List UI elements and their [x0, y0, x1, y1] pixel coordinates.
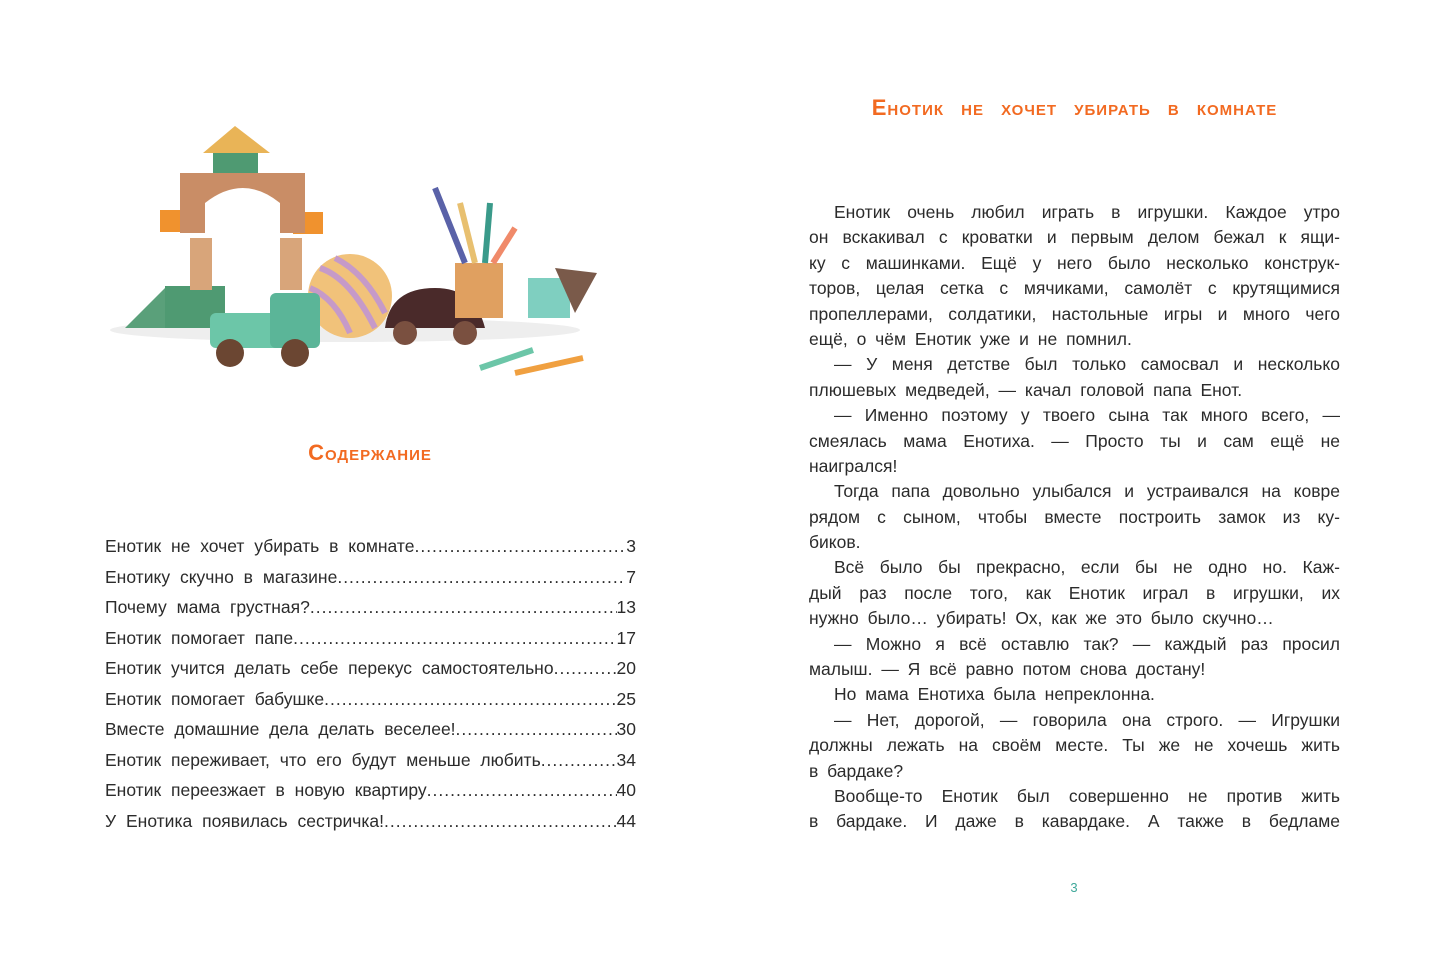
text-line: наигрался! — [809, 455, 898, 476]
toc-entry-title: Енотик помогает бабушке — [105, 688, 325, 709]
toc-entry[interactable] — [105, 719, 636, 750]
paragraph — [809, 682, 1340, 707]
text-line: биков. — [809, 532, 861, 553]
text-line: нужно было… убирать! Ох, как же это было скучно… — [809, 608, 1274, 629]
toc-entry-title: Почему мама грустная? — [105, 597, 310, 617]
paragraph — [809, 403, 1340, 479]
pillar-left — [190, 238, 212, 290]
text-line: смеялась мама Енотиха. — Просто ты и сам ещё не — [809, 430, 1340, 451]
pencil-cup — [455, 263, 503, 318]
text-line: он вскакивал с кроватки и первым делом бежал к ящи- — [809, 227, 1340, 248]
toc-dot-leader — [293, 628, 616, 649]
toc-dot-leader — [554, 658, 617, 679]
toc-entry-title: Енотик переживает, что его будут меньше любить — [105, 749, 541, 770]
toc-entry-page: 40 — [616, 780, 636, 800]
toc-dot-leader — [310, 597, 617, 618]
toc-entry-page: 34 — [616, 749, 636, 770]
toc-dot-leader — [337, 567, 626, 588]
arch-block — [180, 173, 305, 233]
toys-illustration — [105, 118, 605, 383]
text-line: Вообще-то Енотик был совершенно не против жить — [834, 785, 1340, 806]
page-number: 3 — [1070, 880, 1078, 895]
paragraph — [809, 352, 1340, 403]
text-line: торов, целая сетка с мячиками, самолёт с крутящимися — [809, 278, 1340, 299]
toc-entry-title: Енотик помогает папе — [105, 627, 294, 648]
toc-dot-leader — [456, 719, 617, 740]
toc-entry[interactable] — [105, 628, 636, 659]
toc-entry[interactable] — [105, 750, 636, 781]
text-line: ещё, о чём Енотик уже и не помнил. — [809, 328, 1132, 349]
toc-dot-leader — [427, 780, 617, 801]
paragraph — [809, 200, 1340, 352]
toc-entry-title: У Енотика появилась сестричка! — [105, 810, 385, 831]
text-line: Но мама Енотиха была непреклонна. — [834, 684, 1155, 705]
toc-entry-page: 7 — [626, 566, 636, 587]
toc-dot-leader — [414, 536, 626, 557]
toc-entry[interactable] — [105, 780, 636, 811]
text-line: рядом с сыном, чтобы вместе построить замок из ку- — [809, 506, 1340, 527]
text-line: в бардаке. И даже в кавардаке. А также в бедламе — [809, 811, 1340, 832]
toc-entry-title: Енотику скучно в магазине — [105, 566, 338, 587]
toc-entry[interactable] — [105, 658, 636, 689]
toc-entry-page: 44 — [616, 810, 636, 831]
top-green-block — [213, 153, 258, 173]
text-line: — Нет, дорогой, — говорила она строго. — Игрушки — [834, 709, 1340, 730]
text-line: дый раз после того, как Енотик играл в игрушки, их — [809, 582, 1340, 603]
text-line: Енотик очень любил играть в игрушки. Каждое утро — [834, 202, 1340, 222]
toc-dot-leader — [541, 750, 617, 771]
text-line: Тогда папа довольно улыбался и устраивался на ковре — [834, 481, 1340, 502]
paragraph — [809, 708, 1340, 784]
chapter-title: Енотик не хочет убирать в комнате — [871, 95, 1278, 120]
text-line: — Именно поэтому у твоего сына так много всего, — — [834, 405, 1340, 426]
toc-entry-page: 3 — [626, 536, 636, 556]
pencil — [435, 188, 465, 263]
toc-entry[interactable] — [105, 597, 636, 628]
text-line: малыш. — Я всё равно потом снова достану! — [809, 659, 1206, 680]
toc-entry-title: Енотик не хочет убирать в комнате — [105, 536, 415, 556]
text-line: — Можно я всё оставлю так? — каждый раз просил — [834, 633, 1340, 654]
text-line: ку с машинками. Ещё у него было несколько конструк- — [809, 252, 1340, 273]
toc-entry-page: 25 — [616, 688, 636, 709]
text-line: — У меня детстве был только самосвал и несколько — [834, 354, 1340, 375]
toc-entry[interactable] — [105, 689, 636, 720]
roof-block — [203, 126, 270, 153]
toc-dot-leader — [324, 689, 616, 710]
toc-entry[interactable] — [105, 811, 636, 842]
toc-heading: Содержание — [308, 440, 432, 465]
toc-entry-page: 13 — [616, 597, 636, 617]
toc-entry-title: Енотик учится делать себе перекус самостоятельно — [105, 658, 554, 678]
toc-dot-leader — [384, 811, 617, 832]
text-line: плюшевых медведей, — качал головой папа Енот. — [809, 379, 1243, 400]
paragraph — [809, 632, 1340, 683]
toc-entry[interactable] — [105, 567, 636, 598]
paragraph — [809, 555, 1340, 631]
toc-entry-page: 30 — [616, 719, 636, 739]
loose-pencil — [480, 350, 533, 368]
text-line: в бардаке? — [809, 760, 904, 781]
chapter-body-text — [809, 200, 1340, 835]
pillar-right — [280, 238, 302, 290]
paragraph — [809, 479, 1340, 555]
text-line: Всё было бы прекрасно, если бы не одно но. Каж- — [834, 557, 1340, 578]
toc-entry-title: Енотик переезжает в новую квартиру — [105, 780, 427, 800]
paragraph — [809, 784, 1340, 835]
toc-entry-page: 17 — [616, 627, 636, 648]
table-of-contents — [105, 536, 636, 841]
text-line: должны лежать на своём месте. Ты же не хочешь жить — [809, 735, 1340, 756]
toc-entry-page: 20 — [616, 658, 636, 678]
toc-entry[interactable] — [105, 536, 636, 567]
toc-entry-title: Вместе домашние дела делать веселее! — [105, 719, 456, 739]
text-line: пропеллерами, солдатики, настольные игры и много чего — [809, 303, 1340, 324]
